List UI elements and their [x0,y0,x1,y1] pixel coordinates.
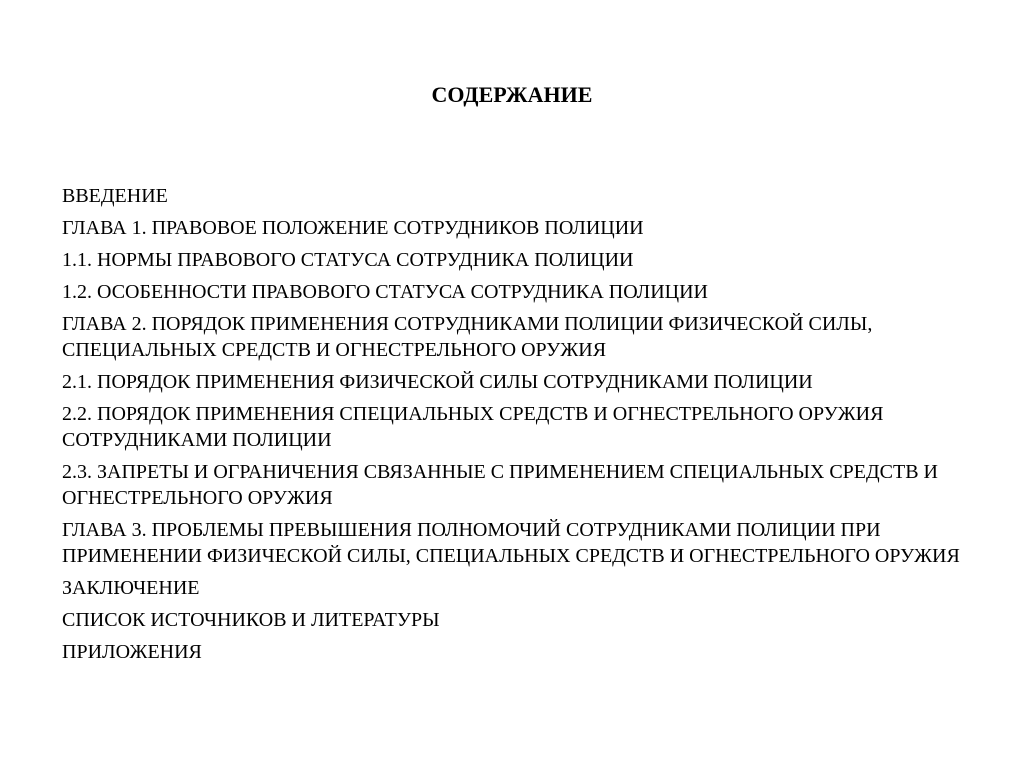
toc-entry-chapter-3: ГЛАВА 3. ПРОБЛЕМЫ ПРЕВЫШЕНИЯ ПОЛНОМОЧИЙ СОТРУДНИКАМИ ПОЛИЦИИ ПРИ ПРИМЕНЕНИИ ФИЗИЧЕСКОЙ СИЛЫ, СПЕЦИАЛЬНЫХ СРЕДСТВ И ОГНЕСТРЕЛЬНОГО ОРУЖИЯ [62,519,960,567]
toc-entry-section-1-1: 1.1. НОРМЫ ПРАВОВОГО СТАТУСА СОТРУДНИКА ПОЛИЦИИ [62,249,634,271]
toc-entry-chapter-1: ГЛАВА 1. ПРАВОВОЕ ПОЛОЖЕНИЕ СОТРУДНИКОВ ПОЛИЦИИ [62,217,644,239]
toc-entry-chapter-2: ГЛАВА 2. ПОРЯДОК ПРИМЕНЕНИЯ СОТРУДНИКАМИ ПОЛИЦИИ ФИЗИЧЕСКОЙ СИЛЫ, СПЕЦИАЛЬНЫХ СРЕДСТВ И ОГНЕСТРЕЛЬНОГО ОРУЖИЯ [62,313,873,361]
toc-entry-appendices: ПРИЛОЖЕНИЯ [62,641,202,663]
toc-entry-section-2-2: 2.2. ПОРЯДОК ПРИМЕНЕНИЯ СПЕЦИАЛЬНЫХ СРЕДСТВ И ОГНЕСТРЕЛЬНОГО ОРУЖИЯ СОТРУДНИКАМИ ПОЛИЦИИ [62,403,884,451]
toc-entry-conclusion: ЗАКЛЮЧЕНИЕ [62,577,200,599]
toc-entry-references: СПИСОК ИСТОЧНИКОВ И ЛИТЕРАТУРЫ [62,609,440,631]
table-of-contents [62,183,962,671]
toc-entry-section-2-3: 2.3. ЗАПРЕТЫ И ОГРАНИЧЕНИЯ СВЯЗАННЫЕ С ПРИМЕНЕНИЕМ СПЕЦИАЛЬНЫХ СРЕДСТВ И ОГНЕСТРЕЛЬНОГО ОРУЖИЯ [62,461,938,509]
page-title: СОДЕРЖАНИЕ [431,82,593,107]
toc-entry-section-1-2: 1.2. ОСОБЕННОСТИ ПРАВОВОГО СТАТУСА СОТРУДНИКА ПОЛИЦИИ [62,281,708,303]
toc-entry-section-2-1: 2.1. ПОРЯДОК ПРИМЕНЕНИЯ ФИЗИЧЕСКОЙ СИЛЫ СОТРУДНИКАМИ ПОЛИЦИИ [62,371,813,393]
toc-entry-introduction: ВВЕДЕНИЕ [62,185,168,207]
